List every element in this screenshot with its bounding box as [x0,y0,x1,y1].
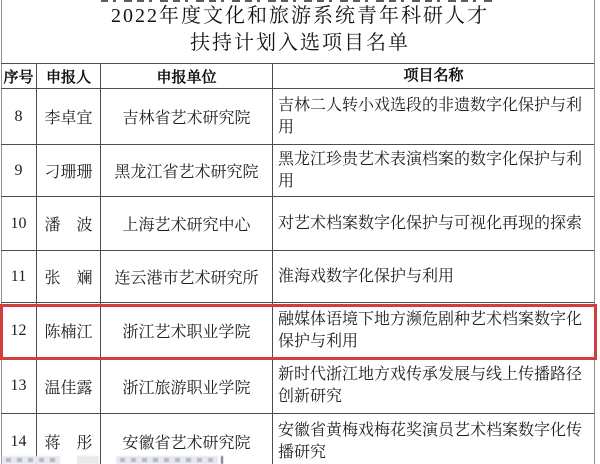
document-title [0,3,600,57]
cell-applicant: 潘 波 [37,197,101,250]
blur-patch [77,456,99,464]
cell-organization: 连云港市艺术研究所 [101,251,273,302]
cell-no: 13 [1,359,37,413]
cell-applicant: 温佳露 [37,359,101,413]
cell-project: 吉林二人转小戏选段的非遗数字化保护与利用 [278,96,583,136]
cell-no: 11 [1,251,37,302]
cell-project: 黑龙江珍贵艺术表演档案的数字化保护与利用 [278,150,583,190]
cell-applicant: 刁珊珊 [37,145,101,196]
cell-organization: 吉林省艺术研究院 [101,89,273,144]
blur-marks [6,458,56,462]
cell-no: 8 [1,89,37,144]
cell-no: 14 [1,414,37,464]
blur-tick [221,456,223,464]
table-row [1,89,594,145]
table-row [1,197,594,251]
cell-project: 融媒体语境下地方濒危剧种艺术档案数字化保护与利用 [278,310,583,350]
cell-project: 淮海戏数字化保护与利用 [278,267,455,285]
table-header-row [1,64,594,89]
cell-organization: 上海艺术研究中心 [101,197,273,250]
header-cell-applicant: 申报人 [37,64,101,88]
bottom-blur-strip [0,455,600,464]
table-row [1,251,594,303]
cell-no: 12 [1,303,37,358]
cell-project: 新时代浙江地方戏传承发展与线上传播路径创新研究 [278,366,583,405]
cell-project: 安徽省黄梅戏梅花奖演员艺术档案数字化传播研究 [278,421,583,461]
cropped-text-above [101,0,497,2]
cell-applicant: 陈楠江 [37,303,101,358]
header-cell-organization: 申报单位 [101,64,273,88]
cell-applicant: 蒋 彤 [37,414,101,464]
cell-no: 10 [1,197,37,250]
cell-no: 9 [1,145,37,196]
cell-applicant: 李卓宜 [37,89,101,144]
projects-table [1,63,594,464]
header-cell-no: 序号 [1,64,37,88]
table-row-highlighted [1,303,594,359]
header-cell-project: 项目名称 [403,68,464,84]
cell-project: 对艺术档案数字化保护与可视化再现的探索 [278,214,583,232]
cell-organization: 浙江旅游职业学院 [101,359,273,413]
table-row [1,359,594,414]
cell-organization: 浙江艺术职业学院 [101,303,273,358]
title-line-1: 2022年度文化和旅游系统青年科研人才 [111,5,489,27]
page-right-edge [594,0,595,464]
cell-organization: 安徽省艺术研究院 [101,414,273,464]
table-row [1,145,594,197]
title-line-2: 扶持计划入选项目名单 [190,32,410,54]
cell-applicant: 张 斓 [37,251,101,302]
cell-organization: 黑龙江省艺术研究院 [101,145,273,196]
blur-marks [120,458,214,462]
